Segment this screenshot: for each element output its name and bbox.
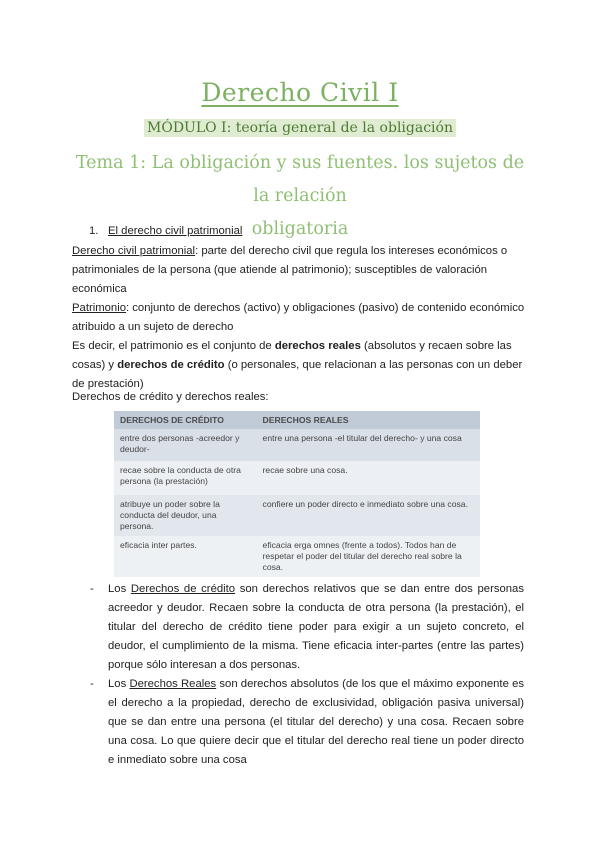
list-item xyxy=(92,580,524,675)
table-row xyxy=(114,461,480,495)
table-row xyxy=(114,429,480,461)
module-heading-text: MÓDULO I: teoría general de la obligación xyxy=(144,119,456,137)
definition-text: : conjunto de derechos (activo) y obligaciones (pasivo) de contenido económico atribuido a un sujeto de derecho xyxy=(72,302,525,333)
table-cell: confiere un poder directo e inmediato sobre una cosa. xyxy=(257,495,480,536)
bullet-list xyxy=(92,580,524,770)
dash-bullet: - xyxy=(90,678,94,690)
table-cell: eficacia erga omnes (frente a todos). Todos han de respetar el poder del titular del derecho real sobre la cosa. xyxy=(257,536,480,577)
bold-derechos-credito: derechos de crédito xyxy=(117,359,225,371)
text-run: (o personales, que relacionan a las personas con un deber de prestación) xyxy=(72,359,523,390)
table-cell: eficacia inter partes. xyxy=(114,536,257,577)
comparison-table xyxy=(114,411,480,577)
text-run: Es decir, el patrimonio es el conjunto de xyxy=(72,340,275,352)
document-title: Derecho Civil I xyxy=(201,78,399,107)
table-intro: Derechos de crédito y derechos reales: xyxy=(72,391,269,403)
text-run: (absolutos y recaen sobre las cosas) y xyxy=(72,340,512,371)
table-header: DERECHOS DE CRÉDITO xyxy=(114,411,257,429)
text-run: son derechos relativos que se dan entre dos personas acreedor y deudor. Recaen sobre la conducta de otra persona (la prestación), el titular del derecho de crédito tiene poder para exigir a un sujeto concreto, el deudor, el cumplimiento de la misma. Tiene eficacia inter-partes (entre las partes) porque sólo interesan a dos personas. xyxy=(108,583,524,671)
tema-heading-line2: obligatoria xyxy=(251,219,349,239)
table-cell: entre dos personas -acreedor y deudor- xyxy=(114,429,257,461)
list-item xyxy=(92,675,524,770)
text-run: Los xyxy=(108,583,131,595)
table-header-row xyxy=(114,411,480,429)
table-cell: atribuye un poder sobre la conducta del deudor, una persona. xyxy=(114,495,257,536)
bullet-text xyxy=(92,580,524,675)
text-run: Los xyxy=(108,678,130,690)
table-cell: entre una persona -el titular del derecho- y una cosa xyxy=(257,429,480,461)
definition-derecho-civil-patrimonial xyxy=(72,242,530,299)
definition-patrimonio xyxy=(72,299,530,337)
table-cell: recae sobre la conducta de otra persona (la prestación) xyxy=(114,461,257,495)
dash-bullet: - xyxy=(90,583,94,595)
paragraph-es-decir xyxy=(72,337,530,394)
table-row xyxy=(114,495,480,536)
term-derechos-reales: Derechos Reales xyxy=(129,678,217,690)
table-header: DERECHOS REALES xyxy=(257,411,480,429)
tema-heading-line1: Tema 1: La obligación y sus fuentes. los sujetos de la relación xyxy=(75,153,525,206)
section-number: 1. xyxy=(89,225,99,237)
table-cell: recae sobre una cosa. xyxy=(257,461,480,495)
section-label: El derecho civil patrimonial xyxy=(108,225,243,237)
table-row xyxy=(114,536,480,577)
definition-text: : parte del derecho civil que regula los intereses económicos o patrimoniales de la persona (que atiende al patrimonio); susceptibles de valoración económica xyxy=(72,245,508,295)
module-heading xyxy=(0,120,600,136)
term-patrimonio: Patrimonio xyxy=(72,302,126,314)
term-derecho-civil-patrimonial: Derecho civil patrimonial xyxy=(72,245,196,257)
text-run: son derechos absolutos (de los que el máximo exponente es el derecho a la propiedad, derecho de exclusividad, obligación pasiva universal) que se dan entre una persona (el titular del derecho) y una cosa. Recaen sobre una cosa. Lo que quiere decir que el titular del derecho real tiene un poder directo e inmediato sobre una cosa xyxy=(108,678,524,766)
bullet-text xyxy=(92,675,524,770)
bold-derechos-reales: derechos reales xyxy=(274,340,361,352)
term-derechos-credito: Derechos de crédito xyxy=(130,583,236,595)
